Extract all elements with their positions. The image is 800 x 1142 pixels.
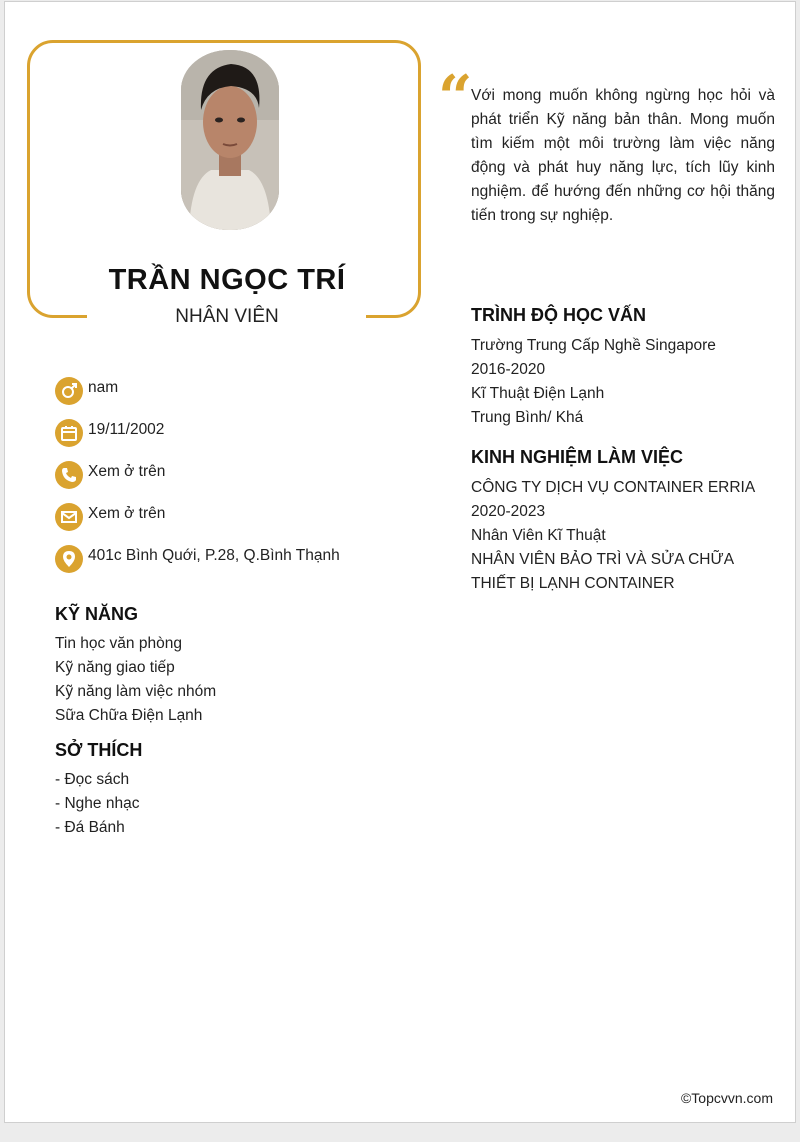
- experience-role: Nhân Viên Kĩ Thuật: [471, 527, 606, 544]
- contact-email: [55, 502, 165, 532]
- education-years: 2016-2020: [471, 361, 546, 378]
- candidate-position: NHÂN VIÊN: [175, 306, 279, 327]
- contact-email-value: Xem ở trên: [88, 505, 166, 522]
- contact-phone: [55, 460, 165, 490]
- contact-gender-value: nam: [88, 379, 119, 396]
- experience-description: NHÂN VIÊN BẢO TRÌ VÀ SỬA CHỮA THIẾT BỊ LẠNH CONTAINER: [471, 551, 734, 592]
- experience-company: CÔNG TY DỊCH VỤ CONTAINER ERRIA: [471, 479, 756, 496]
- footer-credit: ©Topcvvn.com: [680, 1090, 773, 1106]
- contact-address: [55, 544, 340, 574]
- experience-title: KINH NGHIỆM LÀM VIỆC: [471, 447, 684, 467]
- candidate-name: TRẦN NGỌC TRÍ: [108, 264, 346, 296]
- contact-gender: [55, 376, 118, 406]
- education-school: Trường Trung Cấp Nghề Singapore: [471, 337, 716, 354]
- hobby-item: - Đọc sách: [55, 771, 130, 788]
- contact-birthday: [55, 418, 164, 448]
- skill-item: Kỹ năng giao tiếp: [55, 659, 175, 676]
- skills-title: KỸ NĂNG: [55, 604, 139, 624]
- skills-list: [55, 632, 216, 728]
- education-title: TRÌNH ĐỘ HỌC VẤN: [471, 305, 646, 325]
- phone-icon: [55, 461, 83, 489]
- career-objective: Với mong muốn không ngừng học hỏi và phát triển Kỹ năng bản thân. Mong muốn tìm kiếm một môi trường làm việc năng động và phát huy năng lực, tích lũy kinh nghiệm. để hướng đến những cơ hội thăng tiến trong sự nghiệp.: [471, 87, 775, 224]
- hobby-item: - Nghe nhạc: [55, 795, 140, 812]
- education-major: Kĩ Thuật Điện Lạnh: [471, 385, 605, 402]
- experience-years: 2020-2023: [471, 503, 546, 520]
- skill-item: Sữa Chữa Điện Lạnh: [55, 707, 203, 724]
- contact-phone-value: Xem ở trên: [88, 463, 166, 480]
- skill-item: Tin học văn phòng: [55, 635, 182, 652]
- email-icon: [55, 503, 83, 531]
- hobbies-title: SỞ THÍCH: [55, 740, 143, 760]
- contact-address-value: 401c Bình Quới, P.28, Q.Bình Thạnh: [88, 547, 340, 564]
- education-grade: Trung Bình/ Khá: [471, 409, 584, 426]
- hobbies-list: [55, 768, 139, 840]
- experience-details: [471, 476, 777, 596]
- skill-item: Kỹ năng làm việc nhóm: [55, 683, 217, 700]
- gender-icon: [55, 377, 83, 405]
- profile-photo: [181, 50, 279, 230]
- hobby-item: - Đá Bánh: [55, 819, 125, 836]
- education-details: [471, 334, 716, 430]
- contact-birthday-value: 19/11/2002: [88, 421, 165, 438]
- quote-icon: “: [438, 63, 473, 133]
- calendar-icon: [55, 419, 83, 447]
- location-pin-icon: [55, 545, 83, 573]
